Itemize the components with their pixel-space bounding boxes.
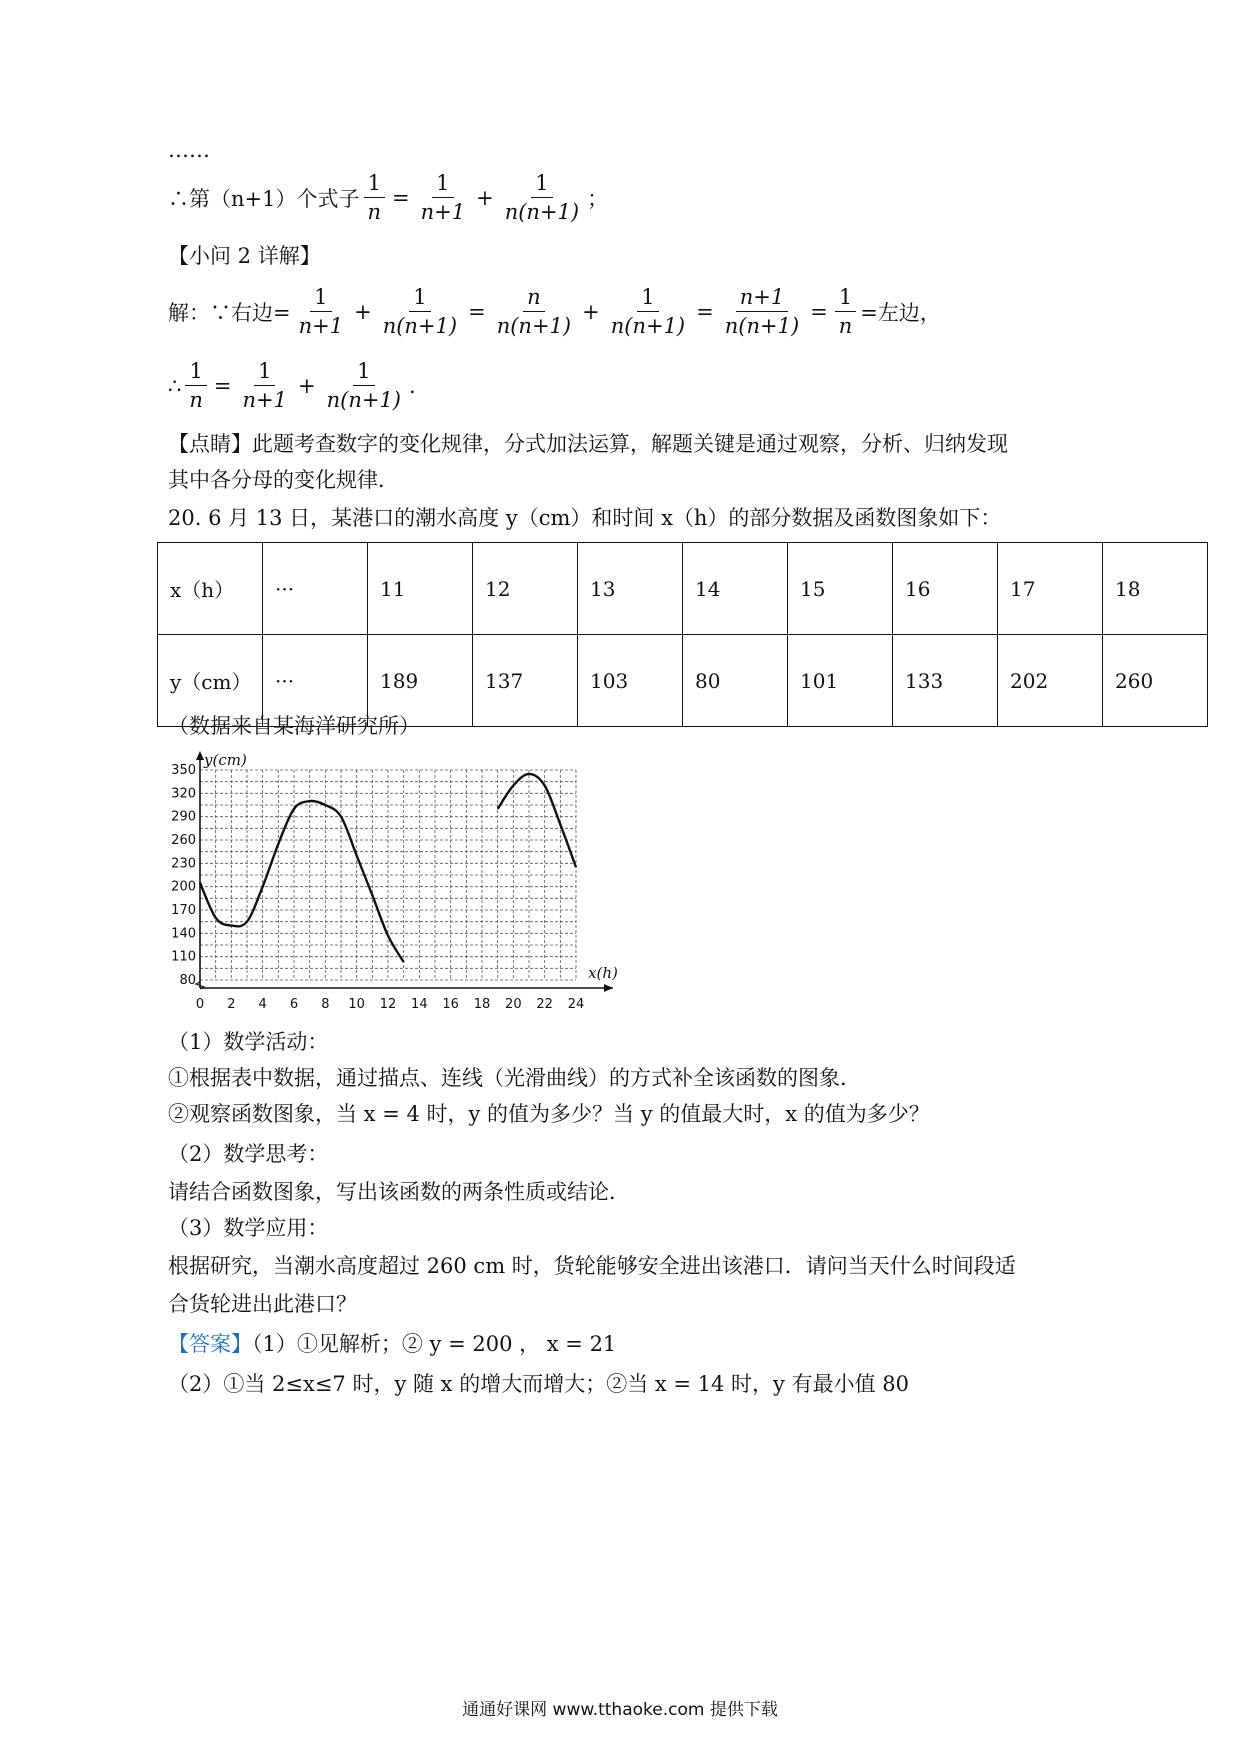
table-cell: 14 <box>683 543 788 635</box>
x-tick-label: 16 <box>442 997 459 1012</box>
fraction: $\frac{1}{n+1}$ <box>242 359 287 413</box>
activity-item-1: ①根据表中数据，通过描点、连线（光滑曲线）的方式补全该函数的图象． <box>168 1066 861 1090</box>
y-tick-label: 140 <box>171 926 196 942</box>
problem-title: 20. 6 月 13 日，某港口的潮水高度 y（cm）和时间 x（h）的部分数据及函数图象如下： <box>168 506 1002 530</box>
y-tick-label: 170 <box>171 903 196 918</box>
table-cell: 15 <box>788 543 893 635</box>
x-tick-label: 12 <box>379 997 397 1012</box>
x-tick-label: 0 <box>195 997 205 1012</box>
fraction: $\frac{1}{n(n+1)}$ <box>610 285 686 339</box>
answer-line-2: （2）①当 2≤x≤7 时，y 随 x 的增大而增大；②当 x = 14 时，y 有最小值 80 <box>168 1372 909 1396</box>
table-cell: 18 <box>1103 543 1208 635</box>
x-axis-label: x(h) <box>588 964 618 982</box>
x-axis-arrow <box>604 984 613 992</box>
fraction: $\frac{1}{n}$ <box>185 360 207 411</box>
y-tick-label: 320 <box>171 786 196 802</box>
table-cell: 11 <box>368 543 473 635</box>
fraction: $\frac{1}{n}$ <box>835 286 857 337</box>
ellipsis: …… <box>168 138 210 162</box>
thinking-title: （2）数学思考： <box>168 1142 329 1166</box>
fraction: $\frac{1}{n(n+1)}$ <box>326 359 402 413</box>
formula-line-1: ∴第（n+1）个式子 $\frac{1}{n}$ = $\frac{1}{n+1}$ + $\frac{1}{n(n+1)}$ ； <box>168 171 609 225</box>
table-cell: 16 <box>893 543 998 635</box>
application-line-2: 合货轮进出此港口？ <box>168 1292 357 1316</box>
table-cell: 101 <box>788 635 893 727</box>
fraction: $\frac{n+1}{n(n+1)}$ <box>724 285 800 339</box>
application-line-1: 根据研究，当潮水高度超过 260 cm 时，货轮能够安全进出该港口．请问当天什么时间段适 <box>168 1254 1016 1278</box>
answer-line-1: 【答案】（1）①见解析；② y = 200 ， x = 21 <box>168 1332 617 1356</box>
table-row <box>158 543 1208 635</box>
fraction-1-over-n-n-plus-1: $\frac{1}{n(n+1)}$ <box>504 171 580 225</box>
y-tick-label: 110 <box>171 949 196 965</box>
application-title: （3）数学应用： <box>168 1216 329 1240</box>
table-cell: 80 <box>683 635 788 727</box>
x-tick-label: 14 <box>411 997 428 1012</box>
thinking-item: 请结合函数图象，写出该函数的两条性质或结论． <box>168 1180 630 1204</box>
table-cell: ··· <box>263 635 368 727</box>
x-tick-label: 20 <box>505 997 522 1012</box>
therefore-line: ∴ $\frac{1}{n}$ = $\frac{1}{n+1}$ + $\frac{1}{n(n+1)}$ . <box>168 359 416 413</box>
table-cell: 137 <box>473 635 578 727</box>
fraction: $\frac{n}{n(n+1)}$ <box>496 285 572 339</box>
table-cell: ··· <box>263 543 368 635</box>
data-series-line <box>200 801 404 962</box>
x-tick-label: 4 <box>258 997 267 1012</box>
data-table <box>157 542 1208 727</box>
y-tick-label: 80 <box>179 973 196 988</box>
y-axis-arrow <box>196 751 204 760</box>
table-cell: 12 <box>473 543 578 635</box>
data-series-line <box>498 774 576 867</box>
comment-line-2: 其中各分母的变化规律． <box>168 468 399 492</box>
fraction: $\frac{1}{n(n+1)}$ <box>382 285 458 339</box>
x-tick-label: 6 <box>289 997 299 1012</box>
y-axis-label: y(cm) <box>204 751 247 769</box>
x-tick-label: 8 <box>321 997 330 1012</box>
activity-title: （1）数学活动： <box>168 1030 329 1054</box>
x-tick-label: 10 <box>348 997 365 1012</box>
page-footer: 通通好课网 www.tthaoke.com 提供下载 <box>462 1700 778 1720</box>
data-source: （数据来自某海洋研究所） <box>168 714 420 738</box>
y-tick-label: 200 <box>171 879 196 895</box>
table-row <box>158 635 1208 727</box>
tide-chart <box>168 745 638 1020</box>
solution-line: 解：∵右边= $\frac{1}{n+1}$ + $\frac{1}{n(n+1)}$ = $\frac{n}{n(n+1)}$ + $\frac{1}{n(n+1)}$ = $\frac{n+1}{n(n+1)}$ = $\frac{1}{n}$ =左边， <box>168 285 941 339</box>
y-tick-label: 350 <box>171 763 196 778</box>
table-cell: x（h） <box>158 543 263 635</box>
y-tick-label: 260 <box>171 833 196 848</box>
activity-item-2: ②观察函数图象，当 x = 4 时，y 的值为多少？当 y 的值最大时，x 的值为多少？ <box>168 1102 930 1126</box>
x-tick-label: 18 <box>473 997 491 1012</box>
table-cell: 202 <box>998 635 1103 727</box>
fraction-1-over-n-plus-1: $\frac{1}{n+1}$ <box>420 171 466 225</box>
comment-line-1: 【点睛】此题考查数字的变化规律，分式加法运算，解题关键是通过观察，分析、归纳发现 <box>168 432 1008 456</box>
x-tick-label: 2 <box>227 997 236 1012</box>
table-cell: 133 <box>893 635 998 727</box>
y-tick-label: 290 <box>171 809 196 825</box>
fraction: $\frac{1}{n+1}$ <box>298 285 344 339</box>
y-tick-label: 230 <box>171 856 196 872</box>
table-cell: 13 <box>578 543 683 635</box>
fraction-1-over-n: $\frac{1}{n}$ <box>363 172 385 223</box>
table-cell: 189 <box>368 635 473 727</box>
q2-header: 【小问 2 详解】 <box>168 244 321 268</box>
formula-1-prefix: ∴第（n+1）个式子 <box>168 186 360 211</box>
table-cell: 103 <box>578 635 683 727</box>
x-tick-label: 24 <box>567 997 585 1012</box>
table-cell: 17 <box>998 543 1103 635</box>
answer-tag: 【答案】 <box>168 1332 252 1356</box>
table-cell: y（cm） <box>158 635 263 727</box>
x-tick-label: 22 <box>536 997 553 1012</box>
table-cell: 260 <box>1103 635 1208 727</box>
